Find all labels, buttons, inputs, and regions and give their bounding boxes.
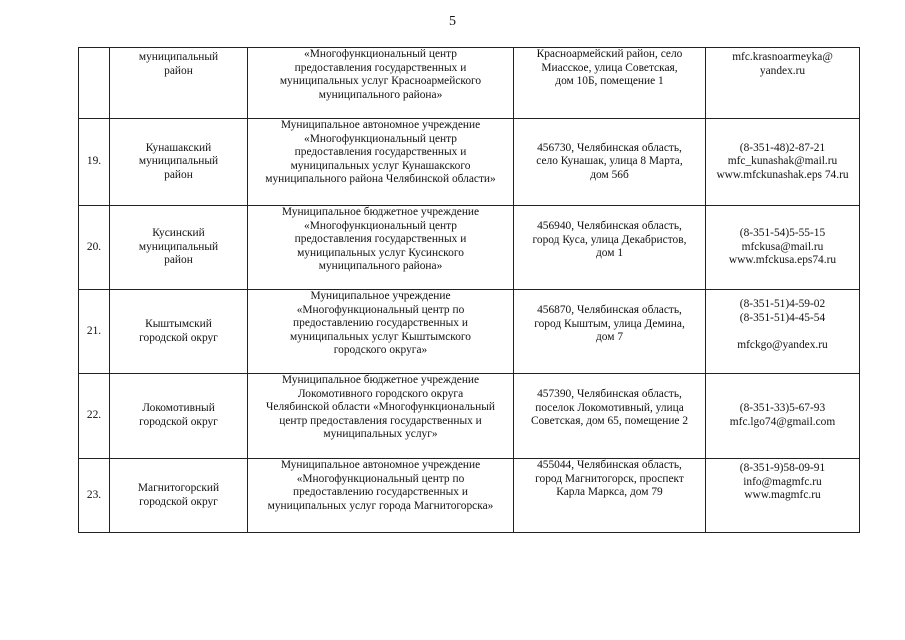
organization-line: муниципальных услуг Кусинского — [297, 246, 464, 259]
organization-line: Муниципальное автономное учреждение — [280, 119, 481, 131]
organization-line: муниципальных услуг» — [323, 428, 438, 441]
contacts-cell — [706, 119, 860, 206]
organization-line: «Многофункциональный центр по — [296, 303, 465, 316]
district-line: Кыштымский — [145, 317, 212, 330]
row-number — [79, 48, 110, 119]
organization-line: предоставлению государственных и — [293, 486, 468, 499]
district-line: район — [164, 168, 193, 181]
organization-cell — [248, 48, 514, 119]
row-number: 20. — [79, 206, 110, 290]
address-line: 456940, Челябинская область, — [537, 220, 682, 232]
organization-line: «Многофункциональный центр — [304, 219, 457, 232]
address-cell — [514, 374, 706, 459]
contacts-cell — [706, 374, 860, 459]
contact-line: (8-351-51)4-59-02 — [739, 298, 826, 310]
contact-line: www.mfckusa.eps74.ru — [728, 254, 837, 267]
organization-line: Муниципальное бюджетное учреждение — [281, 374, 480, 386]
district-cell — [110, 374, 248, 459]
contact-line: info@magmfc.ru — [743, 475, 822, 488]
district-line: район — [164, 254, 193, 267]
address-cell — [514, 459, 706, 533]
row-number: 21. — [79, 290, 110, 374]
district-cell — [110, 459, 248, 533]
organization-line: предоставления государственных и — [294, 146, 467, 159]
district-line: Локомотивный — [142, 402, 215, 415]
organization-line: муниципальных услуг Красноармейского — [279, 75, 482, 88]
table-row — [79, 290, 860, 374]
contact-line: (8-351-51)4-45-54 — [739, 311, 826, 324]
organization-cell — [248, 459, 514, 533]
address-line: поселок Локомотивный, улица — [535, 401, 684, 414]
district-cell — [110, 48, 248, 119]
organization-line: предоставления государственных и — [294, 233, 467, 246]
organization-line: муниципальных услуг города Магнитогорска» — [267, 499, 494, 512]
address-line: дом 56б — [590, 168, 629, 181]
table-row — [79, 119, 860, 206]
row-number: 23. — [79, 459, 110, 533]
address-line: Красноармейский район, село — [536, 48, 683, 60]
district-line: муниципальный — [138, 51, 219, 63]
contact-line: mfc.krasnoarmeyka@ — [732, 51, 833, 63]
address-line: город Кыштым, улица Демина, — [534, 317, 685, 330]
district-line: Кусинский — [152, 227, 205, 240]
contact-line: mfckgo@yandex.ru — [737, 338, 828, 351]
address-line: дом 10Б, помещение 1 — [555, 75, 664, 88]
address-line: дом 7 — [595, 331, 624, 344]
contacts-cell — [706, 206, 860, 290]
contacts-cell — [706, 290, 860, 374]
address-line: 457390, Челябинская область, — [537, 388, 682, 400]
district-line: Магнитогорский — [137, 481, 220, 494]
address-line: Советская, дом 65, помещение 2 — [530, 415, 689, 428]
row-number: 22. — [79, 374, 110, 459]
contact-line: (8-351-33)5-67-93 — [739, 402, 826, 415]
organization-line: муниципального района Челябинской области» — [265, 173, 496, 186]
contact-line: (8-351-9)58-09-91 — [739, 462, 826, 474]
organization-line: «Многофункциональный центр — [304, 132, 457, 145]
table-row — [79, 459, 860, 533]
contact-line: (8-351-48)2-87-21 — [739, 141, 826, 154]
contact-line: mfc.lgo74@gmail.com — [729, 416, 836, 428]
organization-line: муниципального района» — [318, 88, 443, 101]
table-row — [79, 48, 860, 119]
address-line: Карла Маркса, дом 79 — [556, 486, 663, 499]
table-row — [79, 374, 860, 459]
district-line: муниципальный — [138, 240, 219, 253]
contact-line: yandex.ru — [759, 64, 806, 77]
organization-line: муниципальных услуг Кунашакского — [290, 159, 471, 172]
address-line: дом 1 — [595, 247, 624, 260]
district-line: городской округ — [139, 416, 218, 428]
district-line: муниципальный — [138, 155, 219, 168]
organization-line: Муниципальное бюджетное учреждение — [281, 206, 480, 218]
organization-line: центр предоставления государственных и — [279, 414, 482, 427]
organization-cell — [248, 374, 514, 459]
address-line: 455044, Челябинская область, — [537, 459, 682, 471]
organization-cell — [248, 119, 514, 206]
contact-line: mfc_kunashak@mail.ru — [727, 155, 838, 168]
address-cell — [514, 48, 706, 119]
mfc-registry-table — [78, 47, 860, 533]
contact-spacer — [709, 325, 856, 339]
address-cell — [514, 290, 706, 374]
organization-line: «Многофункциональный центр — [304, 48, 457, 60]
contact-line: (8-351-54)5-55-15 — [739, 227, 826, 240]
organization-line: «Многофункциональный центр по — [296, 472, 465, 485]
organization-line: предоставления государственных и — [294, 61, 467, 74]
address-line: Миасское, улица Советская, — [541, 61, 678, 74]
district-line: городской округ — [139, 495, 218, 508]
organization-line: муниципальных услуг Кыштымского — [289, 330, 471, 343]
address-cell — [514, 119, 706, 206]
district-cell — [110, 206, 248, 290]
organization-line: городского округа» — [333, 344, 428, 357]
address-line: 456870, Челябинская область, — [537, 304, 682, 316]
organization-cell — [248, 206, 514, 290]
organization-cell — [248, 290, 514, 374]
district-line: Кунашакский — [145, 141, 212, 154]
organization-line: Муниципальное автономное учреждение — [280, 459, 481, 471]
district-cell — [110, 119, 248, 206]
contacts-cell — [706, 48, 860, 119]
contact-line: www.magmfc.ru — [744, 489, 821, 502]
organization-line: предоставлению государственных и — [293, 317, 468, 330]
organization-line: Челябинской области «Многофункциональный — [266, 401, 495, 414]
address-line: город Куса, улица Декабристов, — [532, 233, 687, 246]
contacts-cell — [706, 459, 860, 533]
address-line: 456730, Челябинская область, — [537, 141, 682, 154]
organization-line: Локомотивного городского округа — [297, 387, 464, 400]
district-line: район — [164, 64, 193, 77]
page-number: 5 — [449, 14, 456, 29]
row-number: 19. — [79, 119, 110, 206]
table-row — [79, 206, 860, 290]
organization-line: муниципального района» — [318, 260, 443, 273]
address-line: село Кунашак, улица 8 Марта, — [536, 155, 683, 168]
district-cell — [110, 290, 248, 374]
address-cell — [514, 206, 706, 290]
organization-line: Муниципальное учреждение — [310, 290, 451, 302]
contact-line: mfckusa@mail.ru — [741, 240, 824, 253]
address-line: город Магнитогорск, проспект — [535, 472, 684, 485]
contact-line: www.mfckunashak.eps 74.ru — [716, 168, 849, 181]
district-line: городской округ — [139, 331, 218, 344]
